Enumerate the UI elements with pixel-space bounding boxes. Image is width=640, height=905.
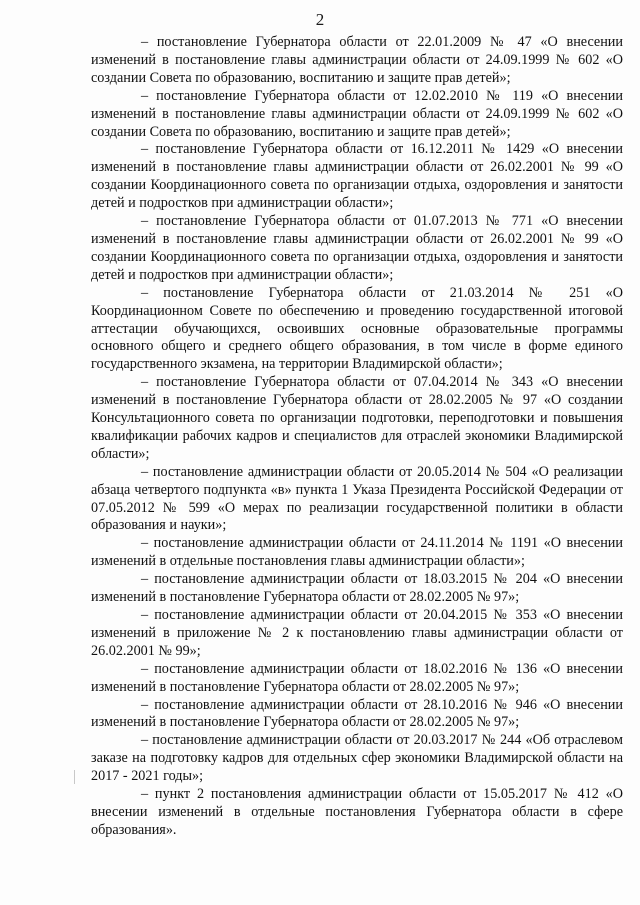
- list-item: – постановление администрации области от 24.11.2014 № 1191 «О внесении изменений в отдельные постановления главы администрации области»;: [91, 535, 623, 570]
- list-item: – постановление администрации области от 20.04.2015 № 353 «О внесении изменений в приложение № 2 к постановлению главы администрации области от 26.02.2001 № 99»;: [91, 607, 623, 659]
- list-item: – постановление Губернатора области от 12.02.2010 № 119 «О внесении изменений в постановление главы администрации области от 24.09.1999 № 602 «О создании Совета по образованию, воспитанию и защите прав детей»;: [91, 87, 623, 140]
- list-item: – постановление Губернатора области от 16.12.2011 № 1429 «О внесении изменений в постановление главы администрации области от 26.02.2001 № 99 «О создании Координационного совета по организации отдыха, оздоровления и занятости детей и подростков при администрации области»;: [91, 141, 623, 212]
- list-item: – постановление администрации области от 18.02.2016 № 136 «О внесении изменений в постановление Губернатора области от 28.02.2005 № 97»;: [91, 660, 623, 695]
- list-item: – постановление Губернатора области от 01.07.2013 № 771 «О внесении изменений в постановление главы администрации области от 26.02.2001 № 99 «О создании Координационного совета по организации отдыха, оздоровления и занятости детей и подростков при администрации области»;: [91, 213, 623, 283]
- list-item: – постановление Губернатора области от 21.03.2014 № 251 «О Координационном Совете по обеспечению и проведению государственной итоговой аттестации обучающихся, освоивших основные образовательные программы основного общего и среднего общего образования, в том числе в форме единого государственного экзамена, на территории Владимирской области»;: [91, 284, 623, 373]
- list-item: – постановление администрации области от 20.03.2017 № 244 «Об отраслевом заказе на подготовку кадров для отдельных сфер экономики Владимирской области на 2017 - 2021 годы»;: [91, 732, 623, 785]
- list-item: – постановление администрации области от 18.03.2015 № 204 «О внесении изменений в постановление Губернатора области от 28.02.2005 № 97»;: [91, 571, 623, 606]
- margin-mark: [74, 770, 75, 784]
- document-body: [91, 34, 623, 840]
- list-item: – постановление Губернатора области от 07.04.2014 № 343 «О внесении изменений в постановление Губернатора области от 28.02.2005 № 97 «О создании Консультационного совета по организации подготовки, переподготовки и повышения квалификации рабочих кадров и специалистов для отраслей экономики Владимирской области»;: [91, 374, 623, 462]
- list-item: – постановление Губернатора области от 22.01.2009 № 47 «О внесении изменений в постановление главы администрации области от 24.09.1999 № 602 «О создании Совета по образованию, воспитанию и защите прав детей»;: [91, 34, 623, 86]
- page-number: 2: [315, 10, 325, 29]
- list-item: – постановление администрации области от 20.05.2014 № 504 «О реализации абзаца четвертого подпункта «в» пункта 1 Указа Президента Российской Федерации от 07.05.2012 № 599 «О мерах по реализации государственной политики в области образования и науки»;: [91, 463, 623, 534]
- list-item: – пункт 2 постановления администрации области от 15.05.2017 № 412 «О внесении изменений в отдельные постановления Губернатора области в сфере образования».: [91, 786, 623, 838]
- list-item: – постановление администрации области от 28.10.2016 № 946 «О внесении изменений в постановление Губернатора области от 28.02.2005 № 97»;: [91, 696, 623, 731]
